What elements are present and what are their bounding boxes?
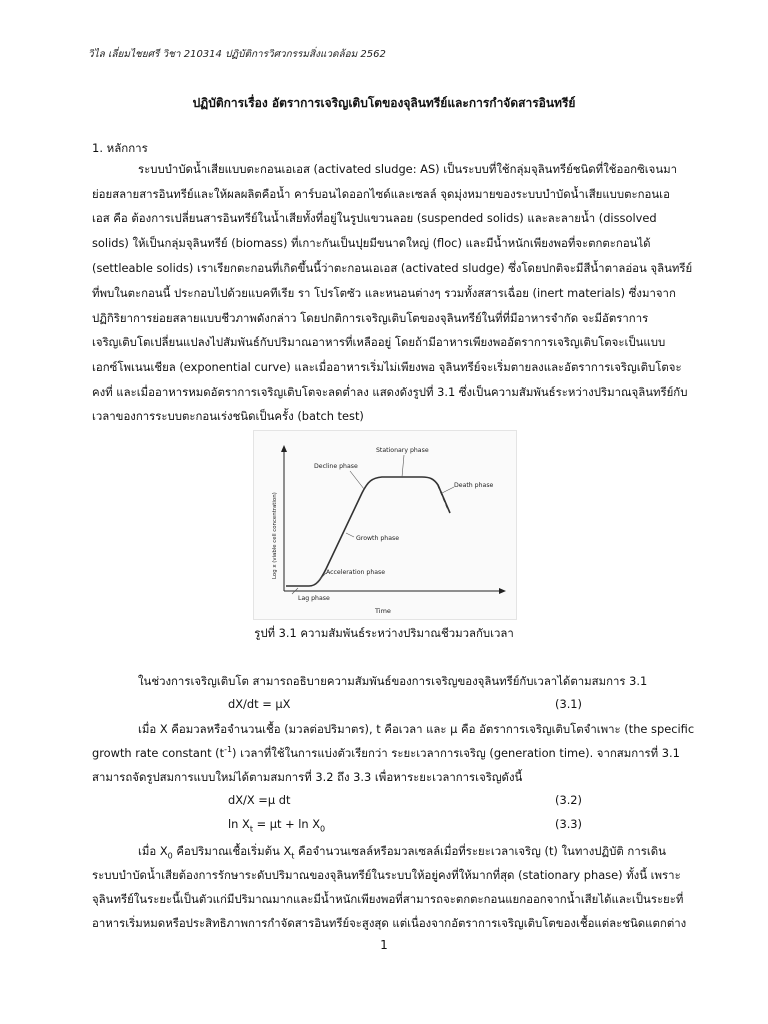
page-number: 1 [380, 938, 388, 952]
y-axis-label: Log x (viable cell concentration) [272, 492, 278, 579]
para3-line: growth rate constant $(t^{-1})$ เวลาที่ใช้ในการแบ่งตัวเรียกว่า ระยะเวลาการเจริญ (generation time). จากสมการที่ 3.1 [92, 745, 680, 760]
para1-line: (settleable solids) เราเรียกตะกอนที่เกิดขึ้นนี้ว่าตะกอนเอเอส (activated sludge) ซึ่งโดยปกติจะมีสีน้ำตาลอ่อน จุลินทรีย์ [92, 261, 693, 275]
lag-phase-label: Lag phase [298, 595, 330, 602]
decline-phase-label: Decline phase [314, 463, 358, 470]
para1-line: ปฏิกิริยาการย่อยสลายแบบชีวภาพดังกล่าว โดยปกติการเจริญเติบโตของจุลินทรีย์ในที่ที่มีอาหารจำกัด จะมีอัตราการ [92, 311, 649, 325]
growth-phase-label: Growth phase [356, 535, 400, 542]
para3-line: เมื่อ X คือมวลหรือจำนวนเชื้อ (มวลต่อปริมาตร), t คือเวลา และ μ คือ อัตราการเจริญเติบโตจำเพาะ (the specific [138, 722, 695, 736]
para1-line: ระบบบำบัดน้ำเสียแบบตะกอนเอเอส (activated sludge: AS) เป็นระบบที่ใช้กลุ่มจุลินทรีย์ชนิดที่ใช้ออกซิเจนมา [138, 162, 678, 176]
equation-3-3: $\ln X_t = \mu t + \ln X_0$ [228, 817, 326, 834]
equation-3-2-number: (3.2) [555, 793, 583, 807]
acceleration-phase-label: Acceleration phase [326, 569, 386, 576]
para4-line: เมื่อ $X_0$ คือปริมาณเชื้อเริ่มต้น $X_t$ คือจำนวนเซลล์หรือมวลเซลล์เมื่อที่ระยะเวลาเจริญ (t) ในทางปฏิบัติ การเดิน [138, 844, 666, 861]
section-heading: 1. หลักการ [92, 141, 148, 155]
para1-line: เอกซ์โพเนนเชียล (exponential curve) และเมื่ออาหารเริ่มไม่เพียงพอ จุลินทรีย์จะเริ่มตายลงและอัตราการเจริญเติบโตจะ [92, 360, 682, 374]
para4-line: จุลินทรีย์ในระยะนี้เป็นตัวแก่มีปริมาณมากและมีน้ำหนักเพียงพอที่สามารถจะตกตะกอนแยกออกจากน้ำเสียได้และเป็นระยะที่ [92, 892, 684, 906]
para1-line: ที่พบในตะกอนนี้ ประกอบไปด้วยแบคทีเรีย รา โปรโตซัว และหนอนต่างๆ รวมทั้งสสารเฉื่อย (inert materials) ซึ่งมาจาก [92, 286, 676, 300]
running-header: วิไล เลี่ยมไชยศรี วิชา 210314 ปฏิบัติการวิศวกรรมสิ่งแวดล้อม 2562 [88, 49, 386, 60]
para1-line: ย่อยสลายสารอินทรีย์และให้ผลผลิตคือน้ำ คาร์บอนไดออกไซด์และเซลล์ จุดมุ่งหมายของระบบบำบัดน้ำเสียแบบตะกอนเอ [92, 187, 670, 201]
equation-3-1: dX/dt = μX [228, 697, 291, 711]
para1-line: เจริญเติบโตเปลี่ยนแปลงไปสัมพันธ์กับปริมาณอาหารที่เหลืออยู่ โดยถ้ามีอาหารเพียงพออัตราการเจริญเติบโตจะเป็นแบบ [92, 335, 666, 349]
y-axis-arrow [281, 445, 287, 452]
death-phase-label: Death phase [454, 482, 494, 489]
para2: ในช่วงการเจริญเติบโต สามารถอธิบายความสัมพันธ์ของการเจริญของจุลินทรีย์กับเวลาได้ตามสมการ 3.1 [138, 674, 648, 688]
stationary-phase-label: Stationary phase [376, 447, 429, 454]
para1-line: เวลาของการระบบตะกอนเร่งชนิดเป็นครั้ง (batch test) [92, 409, 364, 423]
para4-line: อาหารเริ่มหมดหรือประสิทธิภาพการกำจัดสารอินทรีย์จะสูงสุด แต่เนื่องจากอัตราการเจริญเติบโตของเชื้อแต่ละชนิดแตกต่าง [92, 916, 687, 930]
x-axis-arrow [499, 588, 506, 594]
para4-line: ระบบบำบัดน้ำเสียต้องการรักษาระดับปริมาณของจุลินทรีย์ในระบบให้อยู่คงที่ให้มากที่สุด (stationary phase) ทั้งนี้ เพราะ [92, 868, 681, 882]
x-axis-label: Time [375, 607, 391, 615]
equation-3-1-number: (3.1) [555, 697, 583, 711]
para1-line: solids) ให้เป็นกลุ่มจุลินทรีย์ (biomass) ที่เกาะกันเป็นปุยมีขนาดใหญ่ (floc) และมีน้ำหนักเพียงพอที่จะตกตะกอนได้ [92, 236, 651, 250]
figure-caption: รูปที่ 3.1 ความสัมพันธ์ระหว่างปริมาณชีวมวลกับเวลา [254, 626, 514, 640]
equation-3-3-number: (3.3) [555, 817, 583, 831]
para1-line: คงที่ และเมื่ออาหารหมดอัตราการเจริญเติบโตจะลดต่ำลง แสดงดังรูปที่ 3.1 ซึ่งเป็นความสัมพันธ์ระหว่างปริมาณจุลินทรีย์กับ [92, 385, 688, 399]
para1-line: เอส คือ ต้องการเปลี่ยนสารอินทรีย์ในน้ำเสียทั้งที่อยู่ในรูปแขวนลอย (suspended solids) และละลายน้ำ (dissolved [92, 211, 657, 225]
equation-3-2: dX/X =μ dt [228, 793, 291, 807]
growth-curve-figure [253, 430, 517, 620]
para3-line: สามารถจัดรูปสมการแบบใหม่ได้ตามสมการที่ 3.2 ถึง 3.3 เพื่อหาระยะเวลาการเจริญดังนี้ [92, 770, 523, 784]
page-title: ปฏิบัติการเรื่อง อัตราการเจริญเติบโตของจุลินทรีย์และการกำจัดสารอินทรีย์ [192, 96, 576, 110]
